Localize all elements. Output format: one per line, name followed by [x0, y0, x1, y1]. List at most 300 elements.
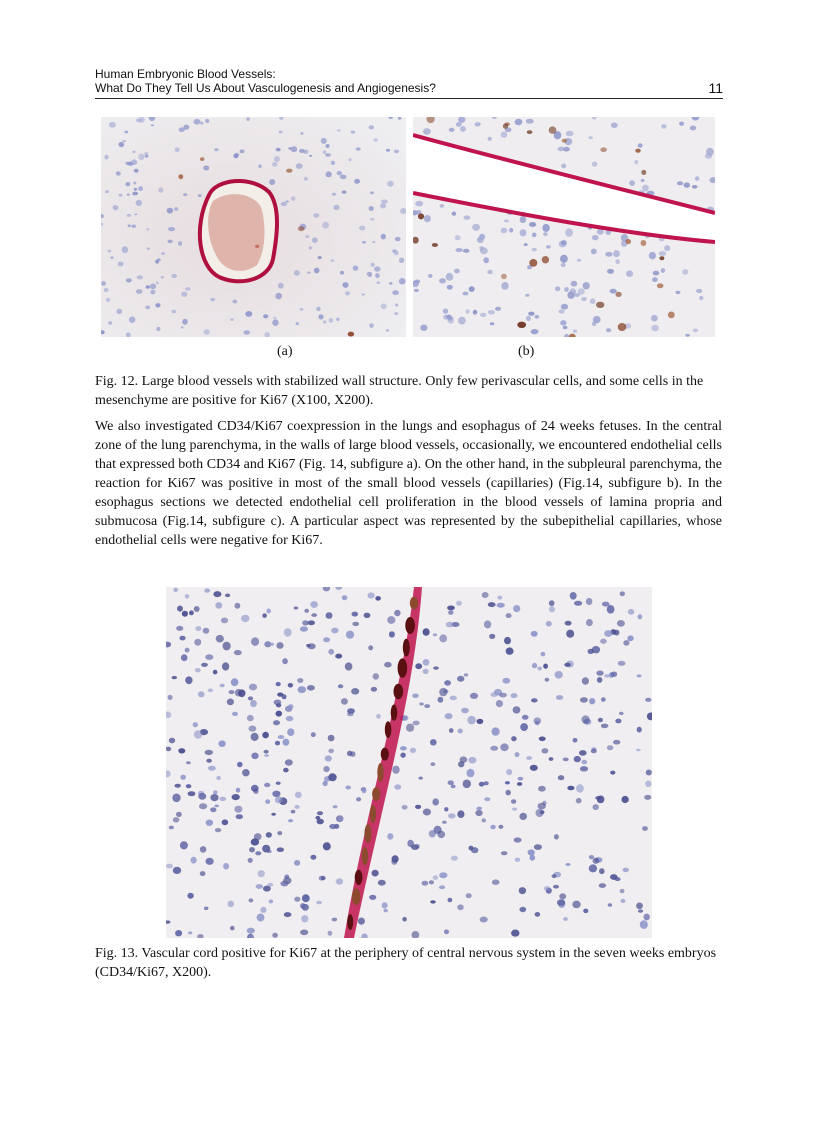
nucleus — [336, 878, 343, 884]
nucleus — [262, 613, 267, 618]
nucleus — [321, 876, 326, 880]
nucleus — [552, 874, 557, 878]
nucleus — [305, 235, 309, 238]
nucleus — [433, 666, 439, 669]
nucleus — [178, 748, 185, 753]
nucleus — [294, 270, 300, 276]
nucleus — [222, 819, 229, 825]
nucleus — [490, 322, 495, 325]
nucleus — [600, 639, 607, 644]
nucleus — [108, 321, 112, 325]
nucleus — [234, 806, 242, 813]
nucleus — [229, 690, 235, 694]
nucleus — [134, 213, 137, 215]
nucleus — [362, 788, 367, 793]
nucleus — [210, 794, 218, 801]
nucleus — [611, 672, 617, 677]
nucleus — [362, 241, 366, 244]
nucleus — [332, 918, 338, 922]
nucleus — [136, 289, 143, 294]
nucleus — [213, 670, 218, 675]
nucleus — [181, 292, 187, 297]
nucleus — [668, 312, 675, 319]
nucleus — [356, 147, 361, 150]
nucleus — [394, 312, 398, 315]
nucleus — [394, 251, 399, 256]
cord-nucleus — [381, 748, 389, 761]
nucleus — [106, 298, 110, 302]
nucleus — [175, 784, 181, 788]
nucleus — [549, 600, 555, 606]
nucleus — [359, 226, 365, 231]
nucleus — [386, 329, 389, 332]
nucleus — [132, 192, 138, 196]
nucleus — [228, 901, 235, 908]
nucleus — [178, 174, 183, 179]
nucleus — [232, 712, 238, 716]
nucleus — [596, 302, 604, 308]
nucleus — [531, 329, 539, 334]
nucleus — [311, 855, 317, 860]
nucleus — [582, 760, 588, 765]
nucleus — [262, 845, 270, 853]
nucleus — [300, 930, 308, 936]
nucleus — [538, 786, 546, 792]
nucleus — [294, 860, 300, 866]
nucleus — [479, 782, 485, 787]
nucleus — [264, 750, 269, 754]
nucleus — [156, 282, 159, 284]
nucleus — [185, 648, 190, 653]
nucleus — [221, 618, 228, 624]
nucleus — [541, 652, 546, 657]
nucleus — [411, 844, 419, 850]
nucleus — [693, 329, 699, 333]
nucleus — [269, 643, 274, 646]
nucleus — [592, 235, 599, 240]
nucleus — [179, 636, 185, 641]
nucleus — [466, 893, 472, 898]
nucleus — [340, 271, 344, 275]
nucleus — [576, 784, 584, 792]
nucleus — [443, 309, 448, 314]
nucleus — [276, 703, 281, 707]
nucleus — [204, 588, 210, 592]
nucleus — [475, 810, 482, 816]
nucleus — [400, 753, 405, 758]
nucleus — [565, 863, 570, 866]
nucleus — [601, 697, 606, 702]
nucleus — [618, 323, 627, 331]
nucleus — [424, 704, 430, 708]
nucleus — [520, 216, 527, 223]
nucleus — [695, 176, 699, 181]
nucleus — [150, 290, 155, 295]
nucleus — [151, 124, 154, 126]
nucleus — [531, 698, 538, 702]
nucleus — [232, 300, 237, 304]
nucleus — [532, 248, 538, 252]
nucleus — [534, 717, 542, 724]
cord-nucleus — [352, 888, 361, 905]
nucleus — [272, 162, 277, 167]
nucleus — [331, 259, 335, 262]
nucleus — [311, 613, 317, 617]
nucleus — [561, 164, 566, 169]
nucleus — [463, 249, 470, 253]
nucleus — [589, 864, 597, 872]
nucleus — [132, 151, 135, 153]
nucleus — [451, 856, 458, 861]
nucleus — [323, 781, 328, 786]
nucleus — [579, 750, 587, 756]
nucleus — [374, 266, 380, 271]
nucleus — [362, 294, 365, 296]
nucleus — [269, 179, 275, 185]
cord-nucleus — [403, 639, 410, 657]
nucleus — [590, 298, 596, 304]
nucleus — [373, 139, 378, 142]
nucleus — [490, 746, 498, 751]
nucleus — [469, 846, 474, 851]
nucleus — [205, 119, 209, 123]
nucleus — [333, 205, 339, 210]
nucleus — [241, 615, 249, 622]
nucleus — [475, 122, 481, 126]
nucleus — [323, 150, 327, 154]
nucleus — [563, 147, 570, 152]
nucleus — [310, 601, 318, 608]
nucleus — [219, 797, 226, 801]
cord-nucleus — [398, 658, 408, 677]
nucleus — [452, 212, 457, 216]
nucleus — [276, 642, 283, 649]
nucleus — [318, 314, 323, 319]
nucleus — [458, 317, 466, 325]
nucleus — [275, 741, 280, 746]
nucleus — [288, 704, 294, 709]
nucleus — [373, 673, 379, 680]
nucleus — [307, 272, 310, 274]
nucleus — [126, 182, 131, 186]
nucleus — [419, 703, 424, 706]
nucleus — [623, 868, 629, 873]
nucleus — [116, 309, 122, 314]
nucleus — [216, 635, 224, 643]
nucleus — [175, 930, 182, 936]
nucleus — [524, 243, 528, 246]
nucleus — [517, 322, 526, 328]
nucleus — [203, 166, 209, 171]
nucleus — [276, 711, 283, 717]
nucleus — [345, 662, 353, 670]
nucleus — [514, 837, 522, 842]
nucleus — [246, 117, 250, 121]
nucleus — [203, 628, 210, 634]
nucleus — [255, 245, 259, 248]
nucleus — [318, 256, 322, 259]
nucleus — [501, 132, 508, 138]
nucleus — [638, 143, 643, 147]
nucleus — [461, 708, 469, 714]
nucleus — [206, 820, 213, 826]
cord-nucleus — [377, 763, 383, 782]
nucleus — [191, 857, 197, 864]
nucleus — [283, 739, 290, 746]
nucleus — [116, 171, 121, 175]
nucleus — [526, 316, 531, 321]
nucleus — [145, 155, 149, 158]
nucleus — [438, 831, 446, 838]
nucleus — [546, 245, 551, 249]
nucleus — [323, 766, 329, 772]
nucleus — [277, 831, 282, 835]
nucleus — [309, 246, 312, 249]
nucleus — [488, 310, 495, 315]
nucleus — [323, 320, 326, 323]
nucleus — [511, 693, 518, 698]
nucleus — [358, 918, 365, 925]
nucleus — [200, 871, 206, 876]
nucleus — [214, 148, 218, 151]
nucleus — [627, 635, 633, 641]
nucleus — [465, 309, 469, 313]
nucleus — [181, 326, 184, 328]
nucleus — [574, 601, 582, 606]
nucleus — [194, 606, 200, 612]
nucleus — [345, 291, 350, 295]
nucleus — [520, 723, 528, 731]
nucleus — [610, 771, 615, 775]
nucleus — [463, 292, 469, 296]
nucleus — [187, 893, 193, 899]
nucleus — [460, 126, 466, 132]
nucleus — [173, 817, 180, 822]
nucleus — [317, 811, 323, 815]
nucleus — [122, 246, 128, 253]
nucleus — [269, 899, 274, 903]
nucleus — [251, 838, 259, 845]
nucleus — [675, 291, 680, 294]
nucleus — [539, 737, 546, 742]
nucleus — [513, 605, 520, 612]
nucleus — [477, 719, 484, 724]
nucleus — [424, 215, 431, 222]
nucleus — [342, 191, 347, 194]
nucleus — [195, 668, 201, 672]
nucleus — [101, 281, 106, 286]
nucleus — [479, 246, 484, 250]
nucleus — [628, 609, 634, 615]
nucleus — [288, 683, 293, 688]
nucleus — [329, 824, 336, 829]
nucleus — [563, 326, 568, 329]
nucleus — [213, 790, 218, 794]
nucleus — [439, 634, 447, 642]
nucleus — [215, 602, 222, 609]
nucleus — [157, 258, 161, 261]
nucleus — [288, 147, 291, 149]
nucleus — [591, 249, 597, 255]
nucleus — [341, 698, 348, 705]
nucleus — [263, 886, 271, 892]
nucleus — [315, 816, 320, 820]
nucleus — [458, 761, 464, 767]
nucleus — [328, 649, 334, 655]
nucleus — [519, 887, 526, 894]
nucleus — [328, 773, 336, 781]
nucleus — [528, 849, 535, 855]
nucleus — [147, 248, 150, 250]
nucleus — [129, 316, 135, 323]
nucleus — [561, 240, 567, 245]
nucleus — [423, 628, 430, 636]
nucleus — [515, 858, 520, 862]
nucleus — [251, 753, 258, 760]
nucleus — [323, 637, 330, 642]
nucleus — [505, 781, 510, 784]
nucleus — [173, 867, 181, 874]
nucleus — [275, 293, 282, 300]
nucleus — [545, 678, 550, 682]
nucleus — [559, 893, 566, 899]
nucleus — [172, 794, 180, 803]
figure-13-caption: Fig. 13. Vascular cord positive for Ki67 at the periphery of central nervous system in the seven weeks embryos (CD34/Ki67, X200). — [95, 946, 717, 980]
nucleus — [589, 698, 595, 704]
nucleus — [346, 631, 354, 639]
nucleus — [208, 766, 216, 771]
nucleus — [282, 658, 288, 664]
nucleus — [167, 240, 172, 244]
nucleus — [109, 122, 116, 128]
nucleus — [266, 609, 271, 614]
nucleus — [328, 735, 335, 742]
nucleus — [347, 708, 355, 714]
nucleus — [429, 880, 434, 884]
nucleus — [285, 759, 293, 765]
nucleus — [291, 196, 295, 201]
nucleus — [557, 899, 565, 906]
nucleus — [257, 914, 265, 922]
nucleus — [544, 886, 550, 891]
nucleus — [234, 650, 242, 655]
nucleus — [518, 777, 524, 781]
nucleus — [495, 307, 501, 311]
nucleus — [501, 228, 508, 234]
nucleus — [588, 649, 594, 654]
nucleus — [490, 825, 495, 830]
nucleus — [497, 596, 502, 600]
nucleus — [380, 203, 386, 208]
nucleus — [600, 147, 607, 152]
nucleus — [249, 898, 254, 902]
nucleus — [227, 699, 234, 706]
nucleus — [284, 628, 292, 637]
nucleus — [262, 732, 269, 739]
nucleus — [215, 805, 219, 808]
nucleus — [566, 630, 574, 638]
nucleus — [520, 229, 527, 236]
nucleus — [593, 316, 601, 323]
cord-nucleus — [391, 705, 398, 721]
nucleus — [389, 631, 395, 637]
nucleus — [325, 153, 331, 157]
nucleus — [307, 685, 315, 691]
nucleus — [194, 639, 201, 646]
nucleus — [423, 128, 431, 135]
nucleus — [277, 847, 284, 852]
nucleus — [206, 858, 214, 865]
nucleus — [312, 237, 318, 243]
nucleus — [589, 855, 594, 859]
nucleus — [661, 268, 665, 273]
nucleus — [641, 240, 647, 246]
nucleus — [591, 749, 597, 753]
nucleus — [249, 684, 257, 691]
nucleus — [555, 286, 560, 291]
nucleus — [181, 654, 188, 661]
nucleus — [264, 754, 269, 757]
nucleus — [249, 726, 257, 732]
nucleus — [636, 749, 641, 752]
nucleus — [198, 691, 205, 697]
nucleus — [294, 607, 298, 610]
nucleus — [208, 689, 213, 693]
nucleus — [637, 727, 642, 733]
nucleus — [420, 325, 427, 331]
nucleus — [484, 620, 491, 628]
nucleus — [530, 855, 536, 861]
nucleus — [400, 746, 407, 750]
nucleus — [205, 750, 213, 755]
nucleus — [369, 323, 374, 328]
figure-12b-micrograph — [413, 117, 715, 337]
nucleus — [448, 813, 456, 818]
nucleus — [351, 688, 359, 695]
nucleus — [201, 663, 208, 667]
nucleus — [515, 752, 520, 757]
nucleus — [215, 828, 221, 832]
nucleus — [168, 695, 173, 700]
nucleus — [512, 808, 517, 811]
nucleus — [381, 234, 386, 240]
nucleus — [263, 314, 268, 318]
nucleus — [496, 700, 503, 707]
nucleus — [500, 743, 508, 751]
nucleus — [543, 232, 548, 236]
nucleus — [296, 163, 303, 169]
nucleus — [446, 273, 454, 281]
nucleus — [448, 898, 453, 903]
nucleus — [511, 736, 517, 741]
nucleus — [449, 128, 455, 132]
nucleus — [316, 901, 322, 905]
nucleus — [384, 909, 388, 912]
nucleus — [601, 724, 609, 729]
nucleus — [602, 602, 610, 607]
nucleus — [468, 757, 476, 764]
nucleus — [271, 813, 276, 816]
nucleus — [258, 870, 265, 877]
nucleus — [348, 158, 351, 161]
nucleus — [457, 904, 464, 910]
nucleus — [342, 282, 348, 288]
nucleus — [345, 786, 351, 790]
nucleus — [244, 330, 251, 334]
nucleus — [593, 858, 600, 864]
nucleus — [413, 721, 420, 726]
nucleus — [250, 700, 257, 707]
